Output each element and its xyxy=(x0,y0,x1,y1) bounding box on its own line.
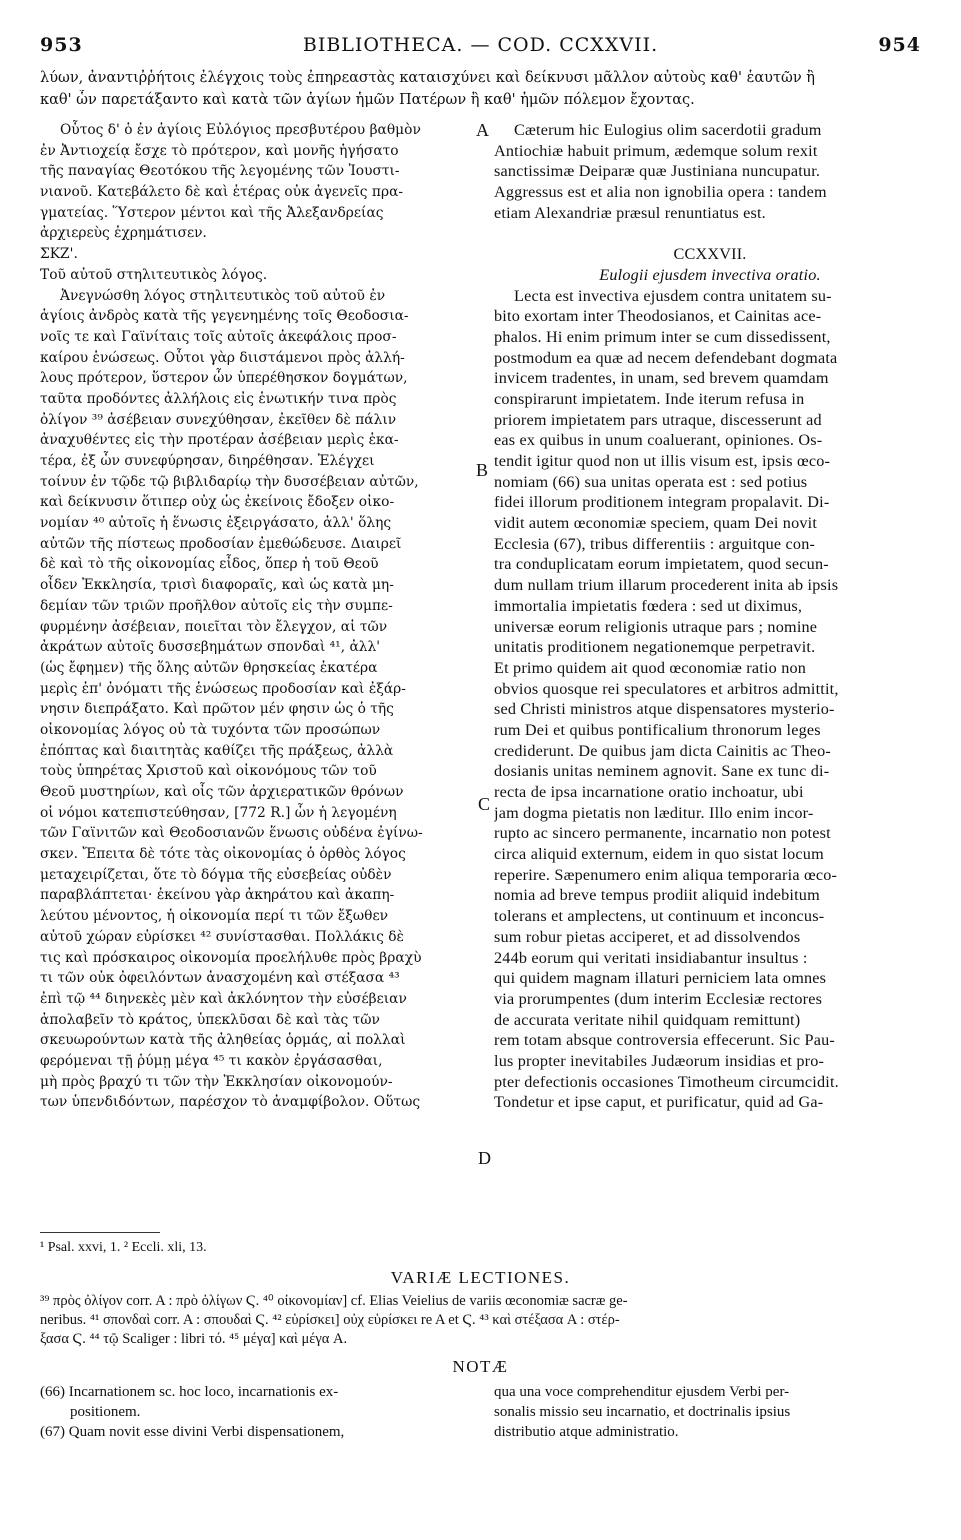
latin-line: tra conduplicatam eorum impietatem, quod secun- xyxy=(494,555,829,574)
note-line: (67) Quam novit esse divini Verbi dispensationem, xyxy=(40,1424,345,1440)
greek-line: οἱ νόμοι κατεπιστεύθησαν, [772 R.] ὧν ἡ λεγομένη xyxy=(40,804,397,821)
greek-line: τῆς παναγίας Θεοτόκου τῆς λεγομένης τῶν Ἰουστι- xyxy=(40,163,400,180)
greek-line: τι τῶν οὐκ ὀφειλόντων ἀνασχομένη καὶ στέξασα ⁴³ xyxy=(40,970,400,987)
latin-line: rupto ac sincero permanente, incarnatio non potest xyxy=(494,824,831,843)
greek-line: ἀρχιερεὺς ἐχρημάτισεν. xyxy=(40,225,207,242)
latin-line: bito exortam inter Theodosianos, et Cainitas ace- xyxy=(494,307,822,326)
latin-line: sanctissimæ Deiparæ quæ Justiniana nuncupatur. xyxy=(494,162,821,181)
greek-line: αὐτοῦ χώραν εὑρίσκει ⁴² συνίστασθαι. Πολλάκις δὲ xyxy=(40,928,404,945)
latin-line: rum Dei et quibus pontificalium thronorum leges xyxy=(494,720,821,739)
latin-line: nomia ad breve tempus prodiit aliquid indebitum xyxy=(494,886,820,905)
greek-line: ἀπολαβεῖν τὸ κράτος, ὑπεκλῦσαι δὲ καὶ τὰς τῶν xyxy=(40,1011,380,1028)
latin-line: fidei illorum proditionem integram propalavit. Di- xyxy=(494,493,830,512)
greek-line: ἐν Ἀντιοχείᾳ ἔσχε τὸ πρότερον, καὶ μονῆς ἡγήσατο xyxy=(40,142,399,159)
latin-line: conspirarunt impietatem. Inde iterum refusa in xyxy=(494,389,805,408)
latin-line: invicem tradentes, in unam, sed brevem quamdam xyxy=(494,369,829,388)
latin-line: unitatis proditionem negationemque perpetravit. xyxy=(494,638,816,657)
latin-line: etiam Alexandriæ præsul renuntiatus est. xyxy=(494,203,766,222)
note-line: sonalis missio seu incarnatio, et doctrinalis ipsius xyxy=(494,1404,791,1420)
greek-line: τέρα, ἐξ ὧν συνεφύρησαν, διηρέθησαν. Ἐλέγχει xyxy=(40,453,375,469)
greek-line: γματείας. Ὕστερον μέντοι καὶ τῆς Ἀλεξανδρείας xyxy=(40,204,384,221)
greek-line: ἀκράτων αὐτοῖς δυσσεβημάτων σπονδαὶ ⁴¹, ἀλλ' xyxy=(40,639,381,656)
section-number: ΣΚΖ'. xyxy=(40,246,78,263)
latin-line: sum robur pietas acciperet, et ad dissolvendos xyxy=(494,927,801,946)
greek-line: καίρου ἑνώσεως. Οὗτοι γὰρ διιστάμενοι πρὸς ἀλλή- xyxy=(40,349,405,366)
latin-line: obvios quosque rei speculatores et arbitros admittit, xyxy=(494,679,839,698)
footnote-rule xyxy=(40,1232,160,1233)
greek-line: λους πρότερον, ὕστερον ὧν ὑπερέθησκον δογμάτων, xyxy=(40,370,408,387)
greek-line: νομίαν ⁴⁰ αὐτοῖς ἡ ἕνωσις ἐξειργάσατο, ἀλλ' ὅλης xyxy=(40,515,392,532)
greek-line: Θεοῦ μυστηρίων, καὶ οἷς τῶν ἀρχιερατικῶν θρόνων xyxy=(40,784,404,800)
greek-line: μεταχειρίζεται, ὅτε τὸ δόγμα τῆς εὐσεβείας οὐδὲν xyxy=(40,866,392,883)
greek-line: φερόμεναι τῇ ῥύμῃ μέγα ⁴⁵ τι κακὸν ἐργάσασθαι, xyxy=(40,1052,383,1069)
latin-line: dosianis unitas neminem agnovit. Sane ex tunc di- xyxy=(494,762,830,781)
greek-line: νοῖς τε καὶ Γαϊνίταις τοῖς αὐτοῖς ἀκεφάλοις προσ- xyxy=(40,328,397,345)
variae-lectiones-heading: VARIÆ LECTIONES. xyxy=(390,1268,571,1287)
greek-line: δὲ καὶ τὸ τῆς οἰκονομίας εἶδος, ὅπερ ἡ τοῦ Θεοῦ xyxy=(40,556,379,573)
greek-line: παραβλάπτεται· ἐκείνου γὰρ ἀκηράτου καὶ ἀκαπη- xyxy=(40,887,395,904)
greek-line: φυρμένην ἀσέβειαν, ποιεῖται τὸν ἔλεγχον, αἱ τῶν xyxy=(40,618,388,635)
latin-column xyxy=(494,120,926,1113)
greek-line: σκεν. Ἔπειτα δὲ τότε τὰς οἰκονομίας ὁ ὀρθὸς λόγος xyxy=(40,846,406,863)
greek-line: ἐπόπτας καὶ διαιτητὰς καθίζει τῆς πράξεως, ἀλλὰ xyxy=(40,742,394,759)
greek-line: μὴ πρὸς βραχύ τι τῶν τὴν Ἐκκλησίαν οἰκονομούν- xyxy=(40,1073,393,1090)
section-title: Τοῦ αὐτοῦ στηλιτευτικὸς λόγος. xyxy=(40,266,268,283)
top-continuation-line: καθ' ὧν παρετάξαντο καὶ κατὰ τῶν ἁγίων ἡμῶν Πατέρων ἢ καθ' ἡμῶν πόλεμον ἔχοντας. xyxy=(40,92,695,108)
latin-line: Antiochiæ habuit primum, ædemque solum rexit xyxy=(494,141,818,160)
latin-line xyxy=(494,223,926,244)
latin-line: crediderunt. De quibus jam dicta Cainitis ac Theo- xyxy=(494,741,831,760)
note-line: qua una voce comprehenditur ejusdem Verbi per- xyxy=(494,1384,790,1400)
latin-line: qui quidem magnam illaturi perniciem lata omnes xyxy=(494,969,827,988)
greek-line: λεύτου μένοντος, ἡ οἰκονομία περί τι τῶν ἔξωθεν xyxy=(40,908,388,925)
notae-heading: NOTÆ xyxy=(452,1357,509,1376)
latin-line: 244b eorum qui veritati insidiabantur insultus : xyxy=(494,948,808,967)
latin-line: postmodum ea quæ ad necem defendebant dogmata xyxy=(494,348,838,367)
latin-line: recta de ipsa incarnatione oratio inchoatur, ubi xyxy=(494,783,804,801)
latin-line: priorem impietatem pars utraque, discesserunt ad xyxy=(494,410,822,429)
latin-line: Et primo quidem ait quod œconomiæ ratio non xyxy=(494,658,807,677)
margin-letter-b: B xyxy=(476,460,489,480)
greek-column xyxy=(40,120,476,1113)
greek-line: (ὡς ἔφημεν) τῆς ὅλης αὐτῶν θρησκείας ἑκατέρα xyxy=(40,659,378,676)
greek-line: τις καὶ πρόσκαιρος οἰκονομία προελήλυθε πρὸς βραχὺ xyxy=(40,949,422,966)
margin-letter-c: C xyxy=(478,794,491,814)
latin-line: Cæterum hic Eulogius olim sacerdotii gradum xyxy=(514,121,822,139)
latin-line: nomiam (66) sua unitas operata est : sed potius xyxy=(494,472,808,491)
latin-line: via prorumpentes (dum interim Ecclesiæ rectores xyxy=(494,989,823,1008)
running-header xyxy=(40,34,921,62)
greek-line: ἀναχυθέντες εἰς τὴν προτέραν ἀσέβειαν μερὶς ἑκα- xyxy=(40,432,399,449)
latin-line: eas ex quibus in unum coaluerant, opiniones. Os- xyxy=(494,431,823,450)
greek-line: των ὑπενδιδόντων, παρέσχον τὸ ἀναμφίβολον. Οὕτως xyxy=(40,1094,421,1111)
latin-line: pter defectionis occasiones Timotheum circumcidit. xyxy=(494,1072,839,1091)
greek-line: τοὺς ὑπηρέτας Χριστοῦ καὶ οἰκονόμους τῶν τοῦ xyxy=(40,763,377,780)
latin-line: Aggressus est et alia non ignobilia opera : tandem xyxy=(494,183,827,202)
greek-line: ταῦτα προδόντες ἀλλήλοις εἰς ἑνωτικήν τινα πρὸς xyxy=(40,390,397,407)
latin-line: tolerans et amplectens, ut continuum et inconcus- xyxy=(494,907,825,926)
latin-line: dum nullam trium illarum procederent inita ab ipsis xyxy=(494,576,839,595)
margin-letter-a: A xyxy=(476,120,489,140)
scripture-references: ¹ Psal. xxvi, 1. ² Eccli. xli, 13. xyxy=(40,1240,207,1255)
section-number: CCXXVII. xyxy=(673,245,747,264)
greek-line: καὶ δείκνυσιν ὅτιπερ οὐχ ὡς ἐκείνοις ἔδοξεν οἰκο- xyxy=(40,494,395,511)
greek-line: οἰκονομίας λόγος οὐ τὰ τυχόντα τῶν προσώπων xyxy=(40,721,381,738)
variant-reading-line: ³⁹ πρὸς ὀλίγον corr. A : πρὸ ὀλίγων Ϛ. ⁴⁰ οἰκονομίαν] cf. Elias Veielius de variis œconomiæ sacræ ge- xyxy=(40,1293,628,1309)
greek-line: τῶν Γαϊνιτῶν καὶ Θεοδοσιανῶν ἕνωσις οὐδένα ἐγίνω- xyxy=(40,825,423,842)
running-title: BIBLIOTHECA. — COD. CCXXVII. xyxy=(302,34,659,56)
latin-line: rem totam absque controversia effecerunt. Sic Pau- xyxy=(494,1031,835,1050)
top-continuation-line: λύων, ἀναντιῤῥήτοις ἐλέγχοις τοὺς ἐπηρεαστὰς καταισχύνει καὶ δείκνυσι μᾶλλον αὐτοὺς καθ' ἑαυτῶν ἢ xyxy=(40,70,815,86)
note-line: positionem. xyxy=(70,1404,141,1420)
greek-line: οἶδεν Ἐκκλησία, τρισὶ διαφοραῖς, καὶ ὡς κατὰ μη- xyxy=(40,577,394,594)
variant-reading-line: neribus. ⁴¹ σπονδαὶ corr. A : σπουδαὶ Ϛ. ⁴² εὑρίσκει] οὐχ εὑρίσκει re A et Ϛ. ⁴³ καὶ στέξασα A : στέρ- xyxy=(40,1312,620,1328)
greek-line: Ἀνεγνώσθη λόγος στηλιτευτικὸς τοῦ αὐτοῦ ἐν xyxy=(60,287,386,304)
variant-reading-line: ξασα Ϛ. ⁴⁴ τῷ Scaliger : libri τό. ⁴⁵ μέγα] καὶ μέγα A. xyxy=(40,1331,348,1347)
latin-line: Tondetur et ipse caput, et purificatur, quid ad Ga- xyxy=(494,1093,824,1112)
greek-line: ἐπὶ τῷ ⁴⁴ διηνεκὲς μὲν καὶ ἀκλόνητον τὴν εὐσέβειαν xyxy=(40,990,407,1007)
latin-line: phalos. Hi enim primum inter se cum dissedissent, xyxy=(494,327,831,346)
greek-line: Οὗτος δ' ὁ ἐν ἁγίοις Εὐλόγιος πρεσβυτέρου βαθμὸν xyxy=(60,122,421,138)
latin-line: Ecclesia (67), tribus differentiis : arguitque con- xyxy=(494,534,816,553)
greek-line: νιανοῦ. Κατεβάλετο δὲ καὶ ἑτέρας οὐκ ἀγενεῖς πρα- xyxy=(40,184,404,201)
latin-line: circa aliquid externum, eidem in quo sistat locum xyxy=(494,845,824,864)
note-line: (66) Incarnationem sc. hoc loco, incarnationis ex- xyxy=(40,1384,339,1400)
latin-line: vidit autem œconomiæ speciem, quam Dei novit xyxy=(494,514,818,533)
latin-line: Lecta est invectiva ejusdem contra unitatem su- xyxy=(514,286,832,305)
greek-line: τοίνυν ἐν τῷδε τῷ βιβλιδαρίῳ τὴν δυσσέβειαν αὐτῶν, xyxy=(40,473,419,490)
latin-line: universæ eorum religionis utraque pars ; nomine xyxy=(494,617,818,636)
latin-line: tendit igitur quod non ut illis visum est, ipsis œco- xyxy=(494,452,831,470)
greek-line: δεμίαν τῶν τριῶν προῆλθον αὐτοῖς εἰς τὴν συμπε- xyxy=(40,597,393,614)
greek-line: ὀλίγον ³⁹ ἀσέβειαν συνεχύθησαν, ἐκεῖθεν δὲ πάλιν xyxy=(40,411,397,428)
greek-line: νησιν διεπράξατο. Καὶ πρῶτον μέν φησιν ὡς ὁ τῆς xyxy=(40,701,394,718)
notes-right xyxy=(494,1382,926,1442)
greek-line: μερὶς ἐπ' ὀνόματι τῆς ἑνώσεως προδοσίαν καὶ ἐξάρ- xyxy=(40,680,406,697)
greek-line: ἁγίοις ἀνδρὸς κατὰ τῆς γεγενημένης τοῖς Θεοδοσια- xyxy=(40,308,409,325)
latin-line: reperire. Sæpenumero enim aliqua temporaria œco- xyxy=(494,865,838,884)
latin-line: immortalia impietatis fœdera : sed ut diximus, xyxy=(494,596,803,615)
greek-line: σκευωρούντων κατὰ τῆς ἀληθείας ὁρμάς, αἱ πολλαὶ xyxy=(40,1032,406,1049)
latin-line: jam dogma pietatis non læditur. Illo enim incor- xyxy=(494,803,814,822)
left-page-number: 953 xyxy=(40,34,83,56)
notes-left xyxy=(40,1382,470,1442)
greek-line: αὐτῶν τῆς πίστεως προδοσίαν ἐμεθώδευσε. Διαιρεῖ xyxy=(40,535,402,552)
latin-line: lus propter inevitabiles Judæorum insidias et pro- xyxy=(494,1051,825,1070)
section-title: Eulogii ejusdem invectiva oratio. xyxy=(599,265,821,284)
right-page-number: 954 xyxy=(878,34,921,56)
latin-line: de accurata veritate nihil quidquam remittunt) xyxy=(494,1010,801,1029)
margin-letter-d: D xyxy=(478,1148,491,1168)
note-line: distributio atque administratio. xyxy=(494,1424,679,1440)
latin-line: sed Christi ministros atque dispensatores mysterio- xyxy=(494,700,835,719)
